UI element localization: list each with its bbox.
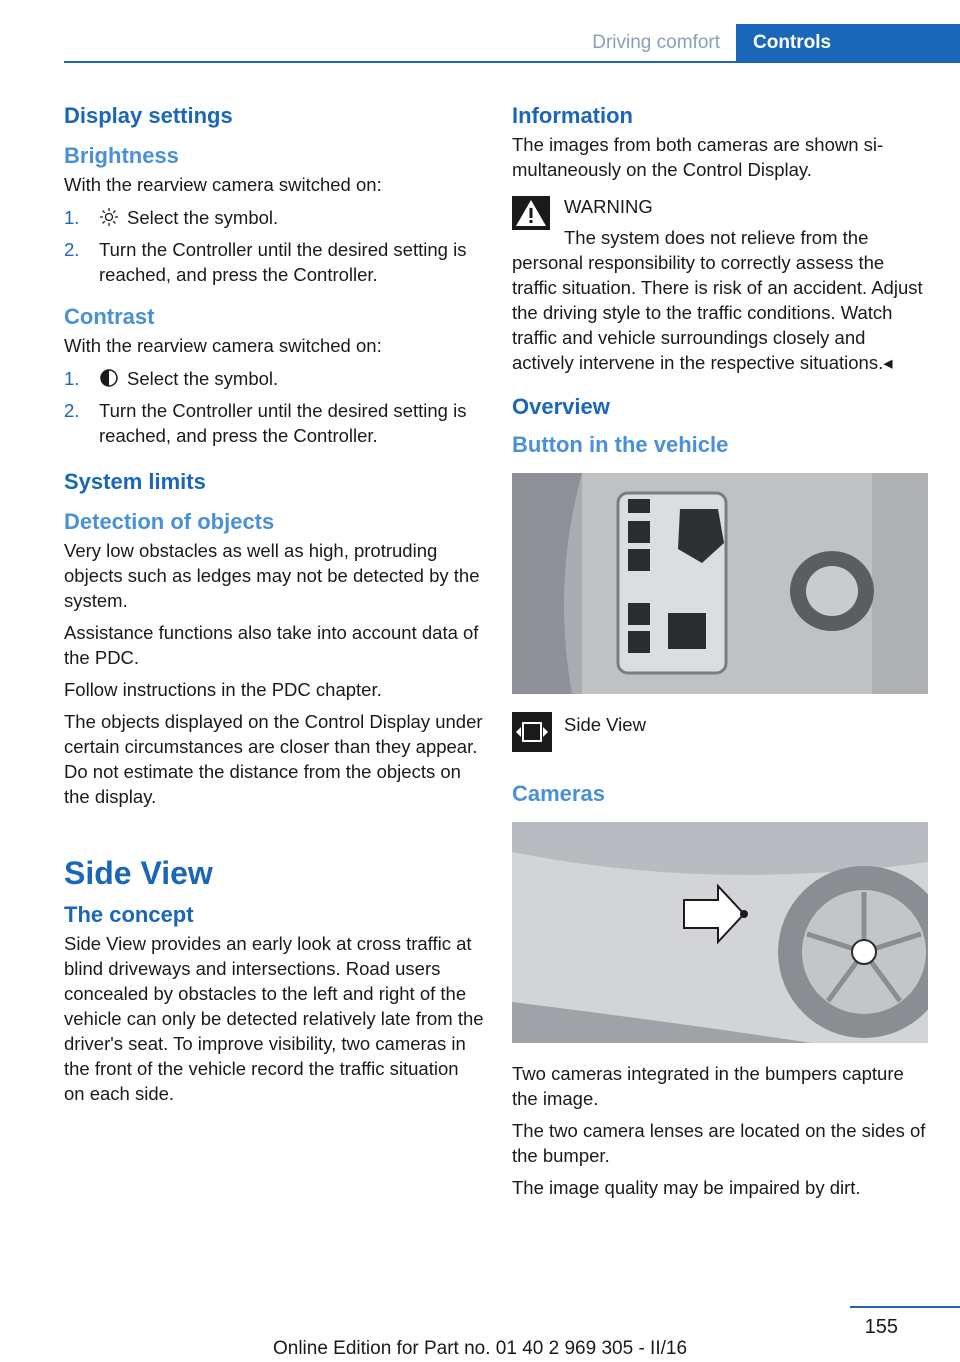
left-column xyxy=(64,100,484,1113)
contrast-intro: With the rearview camera switched on: xyxy=(64,335,382,356)
overview-heading: Overview xyxy=(512,394,610,419)
footer-rule xyxy=(850,1306,960,1308)
button-heading: Button in the vehicle xyxy=(512,432,729,457)
cameras-paragraph: Two cameras integrated in the bumpers capture the image. xyxy=(512,1063,904,1109)
brightness-heading: Brightness xyxy=(64,143,179,168)
right-column xyxy=(512,100,928,1207)
detection-heading: Detection of objects xyxy=(64,509,275,534)
step-number: 1. xyxy=(64,368,80,389)
side-view-title: Side View xyxy=(64,855,213,891)
list-item xyxy=(64,205,484,230)
cameras-heading: Cameras xyxy=(512,781,605,806)
list-item xyxy=(64,366,484,391)
warning-block xyxy=(512,194,928,375)
step-text: Select the symbol. xyxy=(127,368,279,389)
header-rule xyxy=(64,61,960,63)
contrast-icon xyxy=(99,368,119,388)
concept-paragraph: Side View provides an early look at cross traffic at blind driveways and intersections. Road users concealed by obstacles to the left and right of the vehicle can only be detected relatively late from the driver's seat. To improve visibility, two cameras in the front of the vehicle record the traffic situation on each side. xyxy=(64,933,484,1104)
side-view-button-row xyxy=(512,712,928,762)
step-number: 2. xyxy=(64,400,80,421)
information-heading: Information xyxy=(512,103,633,128)
side-view-button-label: Side View xyxy=(564,714,646,735)
cameras-paragraph: The two camera lenses are located on the sides of the bumper. xyxy=(512,1120,926,1166)
concept-heading: The concept xyxy=(64,902,194,927)
step-text: Select the symbol. xyxy=(127,207,279,228)
cameras-paragraph: The image quality may be impaired by dirt. xyxy=(512,1177,861,1198)
step-number: 1. xyxy=(64,207,80,228)
list-item xyxy=(64,237,484,287)
step-number: 2. xyxy=(64,239,80,260)
side-view-button-icon xyxy=(512,712,552,752)
contrast-heading: Contrast xyxy=(64,304,155,329)
detection-paragraph: Follow instructions in the PDC chapter. xyxy=(64,679,382,700)
warning-triangle-icon xyxy=(512,196,550,230)
step-text: Turn the Controller until the desired setting is reached, and press the Controller. xyxy=(99,400,467,446)
step-text: Turn the Controller until the desired setting is reached, and press the Controller. xyxy=(99,239,467,285)
header-section: Driving comfort xyxy=(592,32,720,53)
edition-footer: Online Edition for Part no. 01 40 2 969 305 - II/16 xyxy=(272,1338,688,1359)
page-number: 155 xyxy=(864,1316,898,1338)
system-limits-heading: System limits xyxy=(64,469,206,494)
information-paragraph: The images from both cameras are shown simultaneously on the Control Display. xyxy=(512,134,884,180)
brightness-sun-icon xyxy=(99,207,119,227)
bumper-camera-photo xyxy=(512,822,928,1043)
contrast-steps xyxy=(64,366,484,448)
display-settings-heading: Display settings xyxy=(64,103,233,128)
header-tab: Controls xyxy=(736,24,960,62)
list-item xyxy=(64,398,484,448)
detection-paragraph: Assistance functions also take into account data of the PDC. xyxy=(64,622,479,668)
brightness-intro: With the rearview camera switched on: xyxy=(64,174,382,195)
detection-paragraph: The objects displayed on the Control Display under certain circumstances are closer than they appear. Do not estimate the distance from the objects on the display. xyxy=(64,711,483,807)
warning-text: The system does not relieve from the personal responsibility to correctly assess the traffic situation. There is risk of an accident. Adjust the driving style to the traffic conditions. Watch traffic and vehicle surroundings closely and actively intervene in the respective situations.◂ xyxy=(512,227,923,373)
detection-paragraph: Very low obstacles as well as high, protruding objects such as ledges may not be detected by the system. xyxy=(64,540,480,611)
center-console-photo xyxy=(512,473,928,694)
brightness-steps xyxy=(64,205,484,287)
warning-title: WARNING xyxy=(564,196,653,217)
